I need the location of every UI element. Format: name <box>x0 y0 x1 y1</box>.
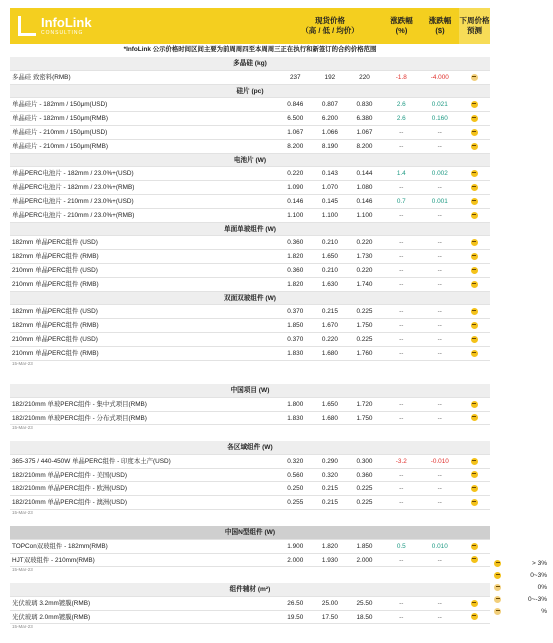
price-avg: 220 <box>359 73 370 81</box>
price-low: 0.215 <box>321 308 338 316</box>
product-name: 光伏玻璃 2.0mm镀膜(RMB) <box>12 613 91 621</box>
legend-label: 0~-3% <box>528 595 547 603</box>
legend-item <box>494 593 553 605</box>
product-name: 210mm 单晶PERC组件 (RMB) <box>12 349 99 357</box>
price-low: 8.190 <box>321 142 338 150</box>
product-name: 182/210mm 单晶PERC组件 - 美国(USD) <box>12 471 128 479</box>
change-pct: -- <box>399 556 404 564</box>
price-high: 0.220 <box>287 170 304 178</box>
table-row <box>10 412 490 426</box>
forecast-cell <box>459 319 490 332</box>
date-label: 15-Mar-23 <box>12 567 33 573</box>
price-avg: 1.100 <box>356 211 373 219</box>
price-low: 1.930 <box>321 556 338 564</box>
price-high: 0.560 <box>287 471 304 479</box>
forecast-cell <box>459 167 490 180</box>
price-avg: 1.730 <box>356 253 373 261</box>
happy-face-icon <box>471 129 478 136</box>
price-avg: 0.225 <box>356 335 373 343</box>
product-name: 182mm 单晶PERC组件 (RMB) <box>12 322 99 330</box>
table-row <box>10 278 490 292</box>
price-low: 0.210 <box>321 266 338 274</box>
price-avg: 1.750 <box>356 414 373 422</box>
price-low: 6.200 <box>321 115 338 123</box>
change-abs: -- <box>437 499 442 507</box>
product-name: 182/210mm 单晶PERC组件 - 澳洲(USD) <box>12 499 128 507</box>
section-header: 中国N型组件 (W) <box>10 526 490 540</box>
forecast-cell <box>459 554 490 567</box>
price-table-regional <box>10 441 490 516</box>
change-pct: -- <box>399 128 404 136</box>
price-avg: 1.750 <box>356 322 373 330</box>
change-pct: 0.5 <box>396 542 406 550</box>
price-high: 19.50 <box>287 613 304 621</box>
price-avg: 6.380 <box>356 115 373 123</box>
price-high: 2.000 <box>287 556 304 564</box>
price-avg: 2.000 <box>356 556 373 564</box>
price-high: 1.830 <box>287 349 304 357</box>
product-name: 单晶硅片 - 210mm / 150μm(RMB) <box>12 142 109 150</box>
happy-face-icon <box>494 560 501 567</box>
product-name: 多晶硅 致密料(RMB) <box>12 73 71 81</box>
table-row <box>10 140 490 154</box>
change-pct: -1.8 <box>395 73 407 81</box>
product-name: 182mm 单晶PERC组件 (USD) <box>12 239 98 247</box>
happy-face-icon <box>471 322 478 329</box>
product-name: 单晶硅片 - 210mm / 150μm(USD) <box>12 128 108 136</box>
price-avg: 0.225 <box>356 499 373 507</box>
change-pct: -- <box>399 349 404 357</box>
price-low: 1.680 <box>321 414 338 422</box>
product-name: 210mm 单晶PERC组件 (USD) <box>12 335 98 343</box>
forecast-cell <box>459 398 490 411</box>
table-row <box>10 554 490 568</box>
table-row <box>10 611 490 625</box>
product-name: 单晶PERC电池片 - 210mm / 23.0%+(RMB) <box>12 211 135 219</box>
forecast-cell <box>459 264 490 277</box>
change-pct: 0.7 <box>396 197 406 205</box>
price-high: 8.200 <box>287 142 304 150</box>
happy-face-icon <box>471 281 478 288</box>
change-abs: -- <box>437 414 442 422</box>
forecast-cell <box>459 540 490 553</box>
price-low: 1.630 <box>321 280 338 288</box>
change-abs: 0.001 <box>431 197 448 205</box>
price-low: 0.807 <box>321 101 338 109</box>
happy-face-icon <box>471 350 478 357</box>
happy-face-icon <box>471 543 478 550</box>
logo-mark-icon <box>18 16 36 36</box>
col-header-change-abs: 涨跌幅 ($) <box>428 16 452 35</box>
price-avg: 1.080 <box>356 184 373 192</box>
table-row <box>10 98 490 112</box>
table-row <box>10 264 490 278</box>
price-avg: 0.144 <box>356 170 373 178</box>
price-high: 1.067 <box>287 128 304 136</box>
price-avg: 0.300 <box>356 457 373 465</box>
price-low: 0.143 <box>321 170 338 178</box>
forecast-cell <box>459 469 490 482</box>
forecast-cell <box>459 250 490 263</box>
price-low: 0.145 <box>321 197 338 205</box>
change-pct: -- <box>399 414 404 422</box>
price-high: 26.50 <box>287 599 304 607</box>
price-high: 0.250 <box>287 485 304 493</box>
forecast-cell <box>459 181 490 194</box>
sad-face-icon <box>494 584 501 591</box>
price-avg: 0.220 <box>356 266 373 274</box>
change-abs: -- <box>437 349 442 357</box>
table-row <box>10 540 490 554</box>
legend-item <box>494 581 553 593</box>
forecast-cell <box>459 278 490 291</box>
change-pct: -- <box>399 485 404 493</box>
price-avg: 8.200 <box>356 142 373 150</box>
change-pct: -3.2 <box>395 457 407 465</box>
price-high: 1.090 <box>287 184 304 192</box>
table-row <box>10 398 490 412</box>
forecast-cell <box>459 140 490 153</box>
product-name: 182/210mm 单玻PERC组件 - 分布式项目(RMB) <box>12 414 147 422</box>
price-table-main <box>10 57 490 367</box>
price-avg: 0.220 <box>356 239 373 247</box>
table-row <box>10 250 490 264</box>
legend-label: 0% <box>537 583 547 591</box>
price-high: 1.820 <box>287 253 304 261</box>
product-name: 210mm 单晶PERC组件 (RMB) <box>12 280 99 288</box>
price-table-n-type <box>10 526 490 573</box>
price-high: 0.846 <box>287 101 304 109</box>
price-low: 1.680 <box>321 349 338 357</box>
logo-subtitle: CONSULTING <box>41 30 84 36</box>
legend-item <box>494 605 553 617</box>
table-header <box>10 8 490 44</box>
price-avg: 0.146 <box>356 197 373 205</box>
price-low: 17.50 <box>321 613 338 621</box>
price-high: 0.370 <box>287 308 304 316</box>
product-name: 单晶硅片 - 182mm / 150μm(USD) <box>12 101 108 109</box>
price-low: 0.220 <box>321 335 338 343</box>
happy-face-icon <box>471 198 478 205</box>
change-pct: -- <box>399 613 404 621</box>
table-row <box>10 305 490 319</box>
happy-face-icon <box>471 253 478 260</box>
change-abs: -- <box>437 335 442 343</box>
change-abs: 0.021 <box>431 101 448 109</box>
happy-face-icon <box>471 115 478 122</box>
price-avg: 0.225 <box>356 308 373 316</box>
table-row <box>10 333 490 347</box>
table-row <box>10 455 490 469</box>
section-header: 单面单玻组件 (W) <box>10 223 490 237</box>
forecast-cell <box>459 347 490 360</box>
price-low: 0.215 <box>321 485 338 493</box>
price-table-china-projects <box>10 384 490 431</box>
forecast-cell <box>459 305 490 318</box>
price-high: 1.820 <box>287 280 304 288</box>
price-high: 1.100 <box>287 211 304 219</box>
table-row <box>10 126 490 140</box>
price-high: 0.146 <box>287 197 304 205</box>
happy-face-icon <box>471 143 478 150</box>
sad-face-icon <box>471 74 478 81</box>
change-abs: 0.160 <box>431 115 448 123</box>
date-label: 15-Mar-23 <box>12 624 33 630</box>
change-pct: 2.6 <box>396 115 406 123</box>
price-high: 0.320 <box>287 457 304 465</box>
legend-item <box>494 557 553 569</box>
price-high: 0.360 <box>287 239 304 247</box>
col-header-change-pct: 涨跌幅 (%) <box>390 16 413 35</box>
change-abs: -4.000 <box>430 73 449 81</box>
product-name: 182/210mm 单玻PERC组件 - 集中式项目(RMB) <box>12 400 147 408</box>
product-name: 182/210mm 单晶PERC组件 - 欧洲(USD) <box>12 485 128 493</box>
price-low: 1.066 <box>321 128 338 136</box>
price-avg: 1.067 <box>356 128 373 136</box>
change-abs: -- <box>437 599 442 607</box>
price-avg: 1.720 <box>356 400 373 408</box>
happy-face-icon <box>471 600 478 607</box>
change-pct: -- <box>399 253 404 261</box>
section-header: 电池片 (W) <box>10 154 490 168</box>
section-header: 双面双玻组件 (W) <box>10 292 490 306</box>
change-pct: -- <box>399 471 404 479</box>
product-name: HJT双玻组件 - 210mm(RMB) <box>12 556 95 564</box>
product-name: 单晶硅片 - 182mm / 150μm(RMB) <box>12 115 109 123</box>
legend-label: > 3% <box>532 559 547 567</box>
table-row <box>10 496 490 510</box>
price-high: 6.500 <box>287 115 304 123</box>
change-abs: -- <box>437 142 442 150</box>
table-row <box>10 347 490 361</box>
product-name: 光伏玻璃 3.2mm镀膜(RMB) <box>12 599 91 607</box>
price-low: 1.820 <box>321 542 338 550</box>
price-low: 1.670 <box>321 322 338 330</box>
change-abs: -- <box>437 211 442 219</box>
product-name: 210mm 单晶PERC组件 (USD) <box>12 266 98 274</box>
price-low: 25.00 <box>321 599 338 607</box>
section-header: 组件辅材 (m²) <box>10 583 490 597</box>
product-name: TOPCon双玻组件 - 182mm(RMB) <box>12 542 108 550</box>
price-low: 0.320 <box>321 471 338 479</box>
table-row <box>10 469 490 483</box>
price-high: 1.850 <box>287 322 304 330</box>
col-header-prices: 现货价格 （高 / 低 / 均价） <box>301 16 359 35</box>
section-header: 硅片 (pc) <box>10 85 490 99</box>
happy-face-icon <box>471 239 478 246</box>
forecast-cell <box>459 611 490 624</box>
happy-face-icon <box>471 499 478 506</box>
forecast-cell <box>459 126 490 139</box>
price-high: 1.900 <box>287 542 304 550</box>
col-header-forecast: 下周价格 预测 <box>459 8 490 44</box>
price-avg: 0.830 <box>356 101 373 109</box>
forecast-cell <box>459 209 490 222</box>
happy-face-icon <box>471 458 478 465</box>
product-name: 365-375 / 440-450W 单晶PERC组件 - 印度本土产(USD) <box>12 457 171 465</box>
change-abs: -- <box>437 280 442 288</box>
change-abs: -- <box>437 239 442 247</box>
forecast-cell <box>459 482 490 495</box>
change-abs: -- <box>437 322 442 330</box>
change-abs: -- <box>437 471 442 479</box>
change-abs: -0.010 <box>430 457 449 465</box>
happy-face-icon <box>471 184 478 191</box>
change-pct: -- <box>399 280 404 288</box>
price-avg: 1.740 <box>356 280 373 288</box>
change-abs: -- <box>437 485 442 493</box>
change-pct: -- <box>399 499 404 507</box>
price-avg: 0.360 <box>356 471 373 479</box>
table-row <box>10 236 490 250</box>
happy-face-icon <box>471 212 478 219</box>
happy-face-icon <box>471 414 478 421</box>
forecast-cell <box>459 98 490 111</box>
happy-face-icon <box>471 101 478 108</box>
price-high: 0.370 <box>287 335 304 343</box>
price-high: 1.830 <box>287 414 304 422</box>
section-header: 多晶硅 (kg) <box>10 57 490 71</box>
change-abs: -- <box>437 128 442 136</box>
change-pct: -- <box>399 322 404 330</box>
price-avg: 25.50 <box>356 599 373 607</box>
price-low: 0.210 <box>321 239 338 247</box>
legend-item <box>494 569 553 581</box>
price-low: 0.215 <box>321 499 338 507</box>
happy-face-icon <box>471 613 478 620</box>
forecast-cell <box>459 412 490 425</box>
change-pct: -- <box>399 211 404 219</box>
table-row <box>10 597 490 611</box>
legend-label: % <box>541 607 547 615</box>
table-row <box>10 167 490 181</box>
forecast-cell <box>459 455 490 468</box>
change-abs: -- <box>437 253 442 261</box>
price-avg: 1.760 <box>356 349 373 357</box>
table-row <box>10 112 490 126</box>
change-pct: -- <box>399 308 404 316</box>
date-label: 15-Mar-23 <box>12 425 33 431</box>
table-row <box>10 71 490 85</box>
change-pct: -- <box>399 266 404 274</box>
change-pct: -- <box>399 599 404 607</box>
change-pct: -- <box>399 142 404 150</box>
product-name: 182mm 单晶PERC组件 (RMB) <box>12 253 99 261</box>
price-high: 0.360 <box>287 266 304 274</box>
happy-face-icon <box>471 170 478 177</box>
price-high: 1.800 <box>287 400 304 408</box>
change-abs: -- <box>437 184 442 192</box>
price-low: 192 <box>324 73 336 81</box>
change-abs: 0.002 <box>431 170 448 178</box>
change-abs: -- <box>437 613 442 621</box>
happy-face-icon <box>471 336 478 343</box>
happy-face-icon <box>471 485 478 492</box>
sad-face-icon <box>494 596 501 603</box>
price-low: 1.070 <box>321 184 338 192</box>
change-abs: -- <box>437 400 442 408</box>
change-pct: 1.4 <box>396 170 406 178</box>
price-low: 1.100 <box>321 211 338 219</box>
table-row <box>10 181 490 195</box>
change-pct: -- <box>399 239 404 247</box>
table-row <box>10 209 490 223</box>
forecast-cell <box>459 333 490 346</box>
change-abs: -- <box>437 266 442 274</box>
forecast-cell <box>459 112 490 125</box>
happy-face-icon <box>471 556 478 563</box>
happy-face-icon <box>471 401 478 408</box>
product-name: 单晶PERC电池片 - 182mm / 23.0%+(USD) <box>12 170 134 178</box>
table-row <box>10 195 490 209</box>
forecast-cell <box>459 496 490 509</box>
price-notice: *InfoLink 公示价格时间区间主要为前周周四至本周周三正在执行和新签订的合约价格范围 <box>123 46 377 53</box>
price-avg: 1.850 <box>356 542 373 550</box>
date-label: 15-Mar-23 <box>12 360 33 366</box>
forecast-cell <box>459 71 490 84</box>
price-avg: 18.50 <box>356 613 373 621</box>
happy-face-icon <box>471 267 478 274</box>
table-row <box>10 482 490 496</box>
forecast-legend <box>494 557 553 617</box>
happy-face-icon <box>471 308 478 315</box>
sad-face-icon <box>494 608 501 615</box>
section-header: 各区域组件 (W) <box>10 441 490 455</box>
date-label: 15-Mar-23 <box>12 509 33 515</box>
legend-label: 0~3% <box>530 571 547 579</box>
product-name: 182mm 单晶PERC组件 (USD) <box>12 308 98 316</box>
change-abs: -- <box>437 308 442 316</box>
change-pct: -- <box>399 184 404 192</box>
price-high: 0.255 <box>287 499 304 507</box>
change-abs: 0.010 <box>431 542 448 550</box>
product-name: 单晶PERC电池片 - 182mm / 23.0%+(RMB) <box>12 184 135 192</box>
forecast-cell <box>459 195 490 208</box>
product-name: 单晶PERC电池片 - 210mm / 23.0%+(USD) <box>12 197 134 205</box>
price-avg: 0.225 <box>356 485 373 493</box>
infolink-logo <box>10 8 110 44</box>
change-abs: -- <box>437 556 442 564</box>
logo-name: InfoLink <box>41 15 92 30</box>
happy-face-icon <box>471 471 478 478</box>
price-high: 237 <box>289 73 301 81</box>
table-row <box>10 319 490 333</box>
change-pct: -- <box>399 400 404 408</box>
change-pct: -- <box>399 335 404 343</box>
price-low: 0.290 <box>321 457 338 465</box>
happy-face-icon <box>494 572 501 579</box>
forecast-cell <box>459 597 490 610</box>
change-pct: 2.6 <box>396 101 406 109</box>
section-header: 中国项目 (W) <box>10 384 490 398</box>
price-low: 1.650 <box>321 253 338 261</box>
price-low: 1.650 <box>321 400 338 408</box>
price-table-materials <box>10 583 490 630</box>
forecast-cell <box>459 236 490 249</box>
